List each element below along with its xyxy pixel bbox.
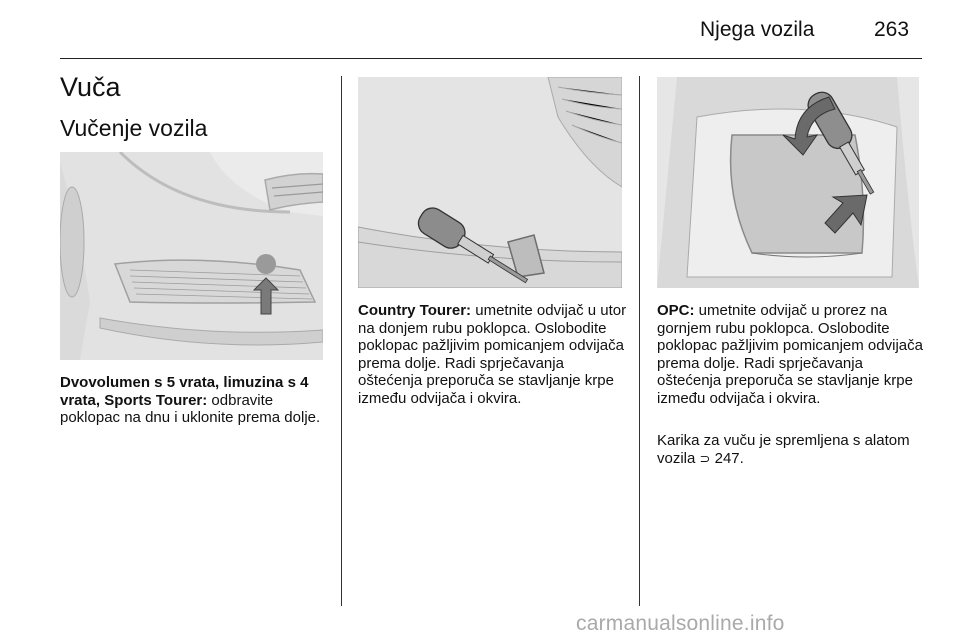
column-divider [639, 76, 640, 606]
column-divider [341, 76, 342, 606]
towing-instructions-opc [657, 302, 927, 408]
watermark: carmanualsonline.info [576, 612, 785, 635]
instruction-text: odbravite poklopac na dnu i uklonite prema dolje. [60, 391, 321, 427]
header-rule [60, 58, 922, 59]
chapter-title: Njega vozila [700, 18, 815, 41]
section-title: Vuča [60, 72, 121, 102]
page-reference-arrow-icon: ⊃ [699, 451, 711, 467]
country-tourer-screwdriver-illustration [358, 77, 622, 288]
page-reference-link[interactable]: 247 [714, 449, 740, 467]
front-bumper-illustration [60, 152, 323, 360]
model-variant-label: Country Tourer: [358, 302, 472, 319]
opc-screwdriver-illustration [657, 77, 919, 288]
note-end: . [739, 449, 744, 467]
instruction-text: umetnite odvijač u prorez na gornjem rubu poklopca. Oslobodite poklopac pažljivim pomicanjem odvijača prema dolje. Radi sprječavanja oštećenja preporuča se stavljanje krpe između odvijača i okvira. [657, 302, 923, 407]
model-variant-label: OPC: [657, 302, 695, 319]
subsection-title: Vučenje vozila [60, 115, 208, 141]
instruction-text: umetnite odvijač u utor na donjem rubu poklopca. Oslobodite poklopac pažljivim pomicanjem odvijača prema dolje. Radi sprječavanja oštećenja preporuča se stavljanje krpe između odvijača i okvira. [358, 302, 627, 407]
towing-instructions-country-tourer [358, 302, 628, 408]
page-number: 263 [874, 18, 910, 41]
towing-eye-location-note [657, 432, 927, 468]
note-text: Karika za vuču je spremljena s alatom vozila [657, 432, 910, 467]
model-variants-label: Dvovolumen s 5 vrata, limuzina s 4 vrata, Sports Tourer: [60, 374, 309, 409]
towing-instructions-hatchback [60, 374, 330, 427]
